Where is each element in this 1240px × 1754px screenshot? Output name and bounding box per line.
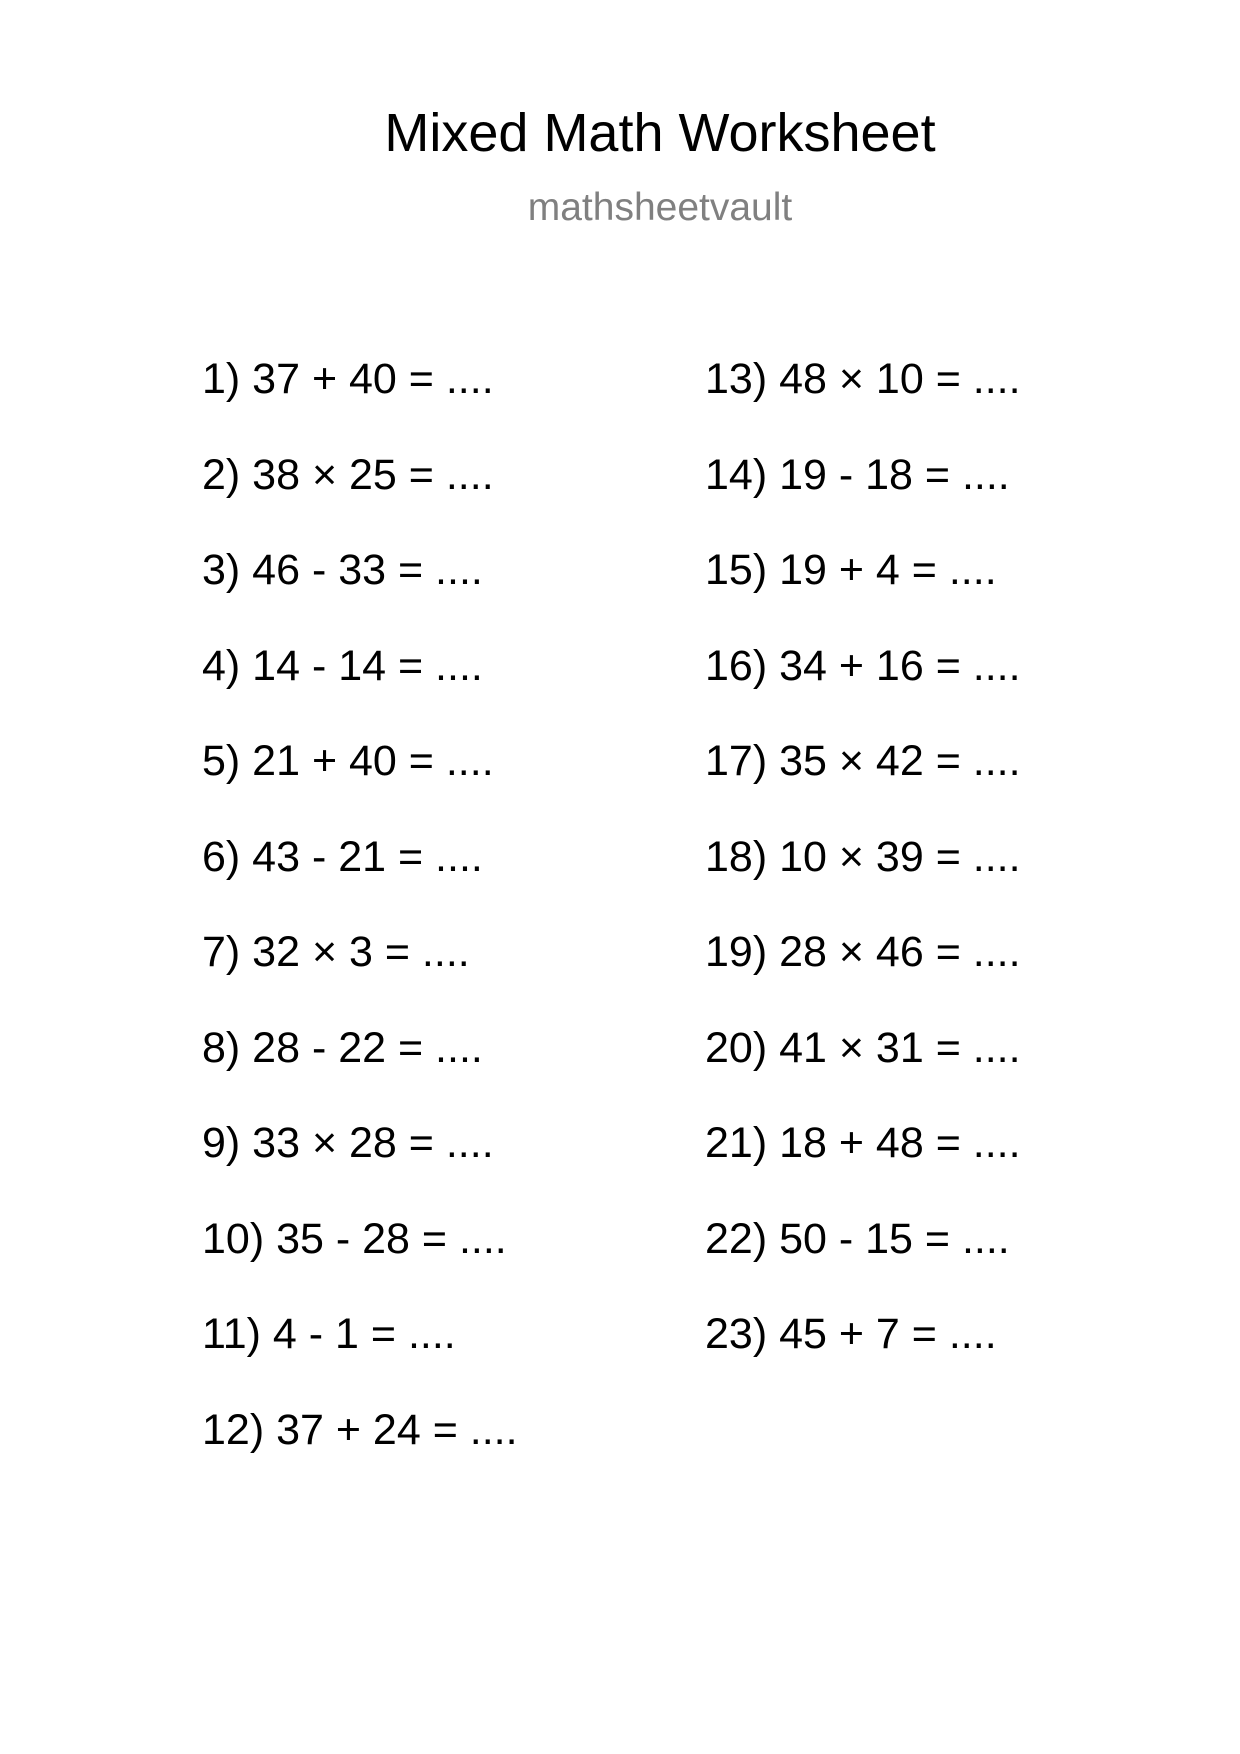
problem-5: 5) 21 + 40 = .... [202,737,494,785]
problem-2: 2) 38 × 25 = .... [202,450,494,499]
problem-17: 17) 35 × 42 = .... [705,737,1021,785]
problem-4: 4) 14 - 14 = .... [202,641,483,690]
problem-13: 13) 48 × 10 = .... [705,355,1021,403]
problem-21: 21) 18 + 48 = .... [705,1119,1021,1167]
problem-15: 15) 19 + 4 = .... [705,546,997,594]
problem-16: 16) 34 + 16 = .... [705,641,1021,690]
problem-3: 3) 46 - 33 = .... [202,546,483,594]
worksheet-subtitle: mathsheetvault [527,186,793,229]
problem-6: 6) 43 - 21 = .... [202,832,483,881]
problem-19: 19) 28 × 46 = .... [705,928,1021,976]
problem-11: 11) 4 - 1 = .... [202,1310,456,1358]
problem-8: 8) 28 - 22 = .... [202,1023,483,1072]
problem-column-right [705,350,1021,1401]
problem-14: 14) 19 - 18 = .... [705,450,1010,499]
problem-9: 9) 33 × 28 = .... [202,1119,494,1167]
problem-22: 22) 50 - 15 = .... [705,1214,1010,1263]
problem-7: 7) 32 × 3 = .... [202,928,470,976]
problem-10: 10) 35 - 28 = .... [202,1214,507,1263]
problem-23: 23) 45 + 7 = .... [705,1310,997,1358]
problem-18: 18) 10 × 39 = .... [705,832,1021,881]
worksheet-title: Mixed Math Worksheet [384,103,936,163]
problem-column-left [202,350,518,1496]
problem-1: 1) 37 + 40 = .... [202,355,494,403]
problem-12: 12) 37 + 24 = .... [202,1405,518,1454]
problem-20: 20) 41 × 31 = .... [705,1023,1021,1072]
